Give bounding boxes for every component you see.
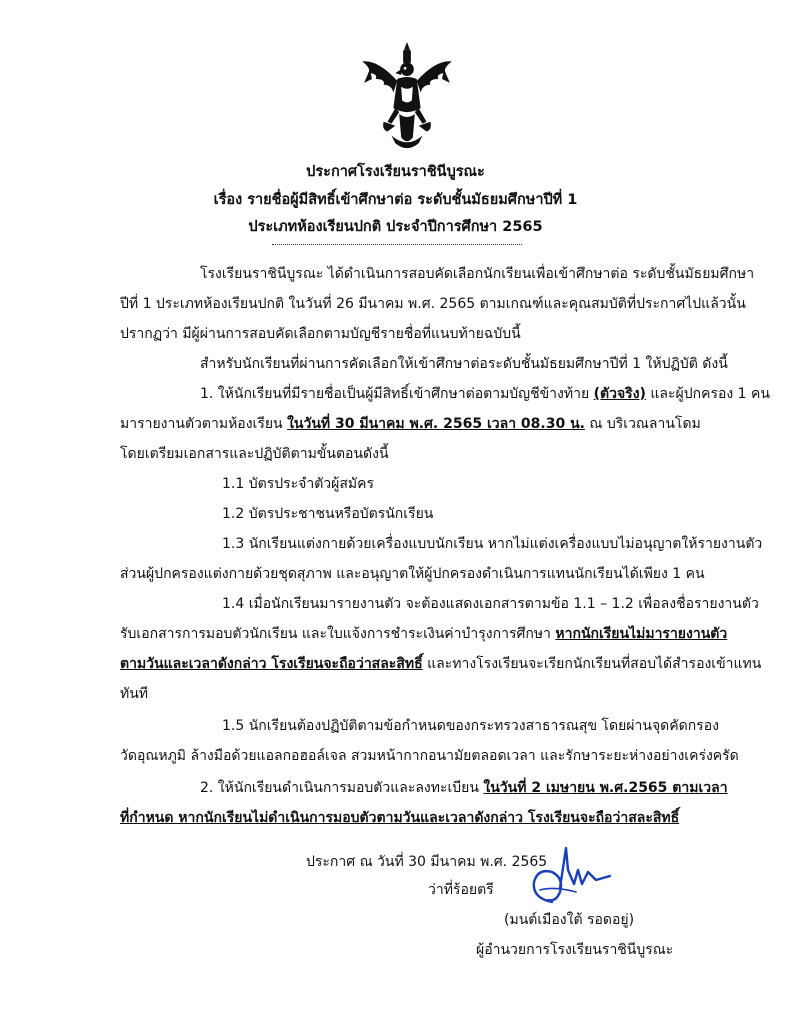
item-2-warning: ที่กำหนด หากนักเรียนไม่ดำเนินการมอบตัวตามวันและเวลาดังกล่าว โรงเรียนจะถือว่าสละสิทธิ์ <box>120 810 680 826</box>
announcement-title: ประกาศโรงเรียนราชินีบูรณะ <box>306 164 485 180</box>
sub-item-1-5-line-2: วัดอุณหภูมิ ล้างมือด้วยแอลกอฮอล์เจล สวมหน้ากากอนามัยตลอดเวลา และรักษาระยะห่างอย่างเคร่งครัด <box>120 748 739 764</box>
sub-item-1-4-line-2 <box>120 624 727 644</box>
item-1-text: 1. ให้นักเรียนที่มีรายชื่อเป็นผู้มีสิทธิ์เข้าศึกษาต่อตามบัญชีข้างท้าย <box>200 386 594 402</box>
sub-item-1-4-line-4: ทันที <box>120 686 149 702</box>
item-2-line-1 <box>200 778 728 798</box>
sub-item-1-4-warning-cont: ตามวันและเวลาดังกล่าว โรงเรียนจะถือว่าสละสิทธิ์ <box>120 656 423 672</box>
item-2-date: ในวันที่ 2 เมษายน พ.ศ.2565 ตามเวลา <box>483 780 728 796</box>
item-1-line-3: โดยเตรียมเอกสารและปฏิบัติตามขั้นตอนดังนี้ <box>120 446 389 462</box>
signatory-position: ผู้อำนวยการโรงเรียนราชินีบูรณะ <box>476 942 674 958</box>
sub-item-1-4-line-3 <box>120 654 761 674</box>
item-2-text: 2. ให้นักเรียนดำเนินการมอบตัวและลงทะเบียน <box>200 780 484 796</box>
signatory-name: (มนต์เมืองใต้ รอดอยู่) <box>504 912 635 928</box>
item-1-line-1 <box>200 384 770 404</box>
sub-item-1-4-text: รับเอกสารการมอบตัวนักเรียน และใบแจ้งการชำระเงินค่าบำรุงการศึกษา <box>120 626 556 642</box>
garuda-emblem-icon <box>358 40 456 152</box>
intro-line-3: ปรากฏว่า มีผู้ผ่านการสอบคัดเลือกตามบัญชีรายชื่อที่แนบท้ายฉบับนี้ <box>120 326 521 342</box>
intro-line-4: สำหรับนักเรียนที่ผ่านการคัดเลือกให้เข้าศึกษาต่อระดับชั้นมัธยมศึกษาปีที่ 1 ให้ปฏิบัติ ดังนี้ <box>200 356 728 372</box>
announcement-subject: เรื่อง รายชื่อผู้มีสิทธิ์เข้าศึกษาต่อ ระดับชั้นมัธยมศึกษาปีที่ 1 <box>213 192 578 208</box>
sub-item-1-1: 1.1 บัตรประจำตัวผู้สมัคร <box>222 476 375 492</box>
signature-icon <box>524 840 614 915</box>
sub-item-1-4-text-end: และทางโรงเรียนจะเรียกนักเรียนที่สอบได้สำรองเข้าแทน <box>422 656 762 672</box>
item-1-report-place: ณ บริเวณลานโดม <box>584 416 701 432</box>
sub-item-1-2: 1.2 บัตรประชาชนหรือบัตรนักเรียน <box>222 506 434 522</box>
announcement-date: ประกาศ ณ วันที่ 30 มีนาคม พ.ศ. 2565 <box>306 854 548 870</box>
sub-item-1-4-warning: หากนักเรียนไม่มารายงานตัว <box>555 626 728 642</box>
announcement-category: ประเภทห้องเรียนปกติ ประจำปีการศึกษา 2565 <box>248 219 543 235</box>
item-1-line-2 <box>120 414 701 434</box>
item-1-emphasis: (ตัวจริง) <box>593 386 646 402</box>
sub-item-1-3-line-1: 1.3 นักเรียนแต่งกายด้วยเครื่องแบบนักเรียน หากไม่แต่งเครื่องแบบไม่อนุญาตให้รายงานตัว <box>222 536 763 552</box>
dotted-divider <box>272 244 522 245</box>
item-1-report-text: มารายงานตัวตามห้องเรียน <box>120 416 288 432</box>
intro-line-1: โรงเรียนราชินีบูรณะ ได้ดำเนินการสอบคัดเลือกนักเรียนเพื่อเข้าศึกษาต่อ ระดับชั้นมัธยมศึกษา <box>200 266 755 282</box>
item-1-text-end: และผู้ปกครอง 1 คน <box>645 386 770 402</box>
sub-item-1-3-line-2: ส่วนผู้ปกครองแต่งกายด้วยชุดสุภาพ และอนุญาตให้ผู้ปกครองดำเนินการแทนนักเรียนได้เพียง 1 คน <box>120 566 705 582</box>
intro-line-2: ปีที่ 1 ประเภทห้องเรียนปกติ ในวันที่ 26 มีนาคม พ.ศ. 2565 ตามเกณฑ์และคุณสมบัติที่ประกาศไปแล้วนั้น <box>120 296 746 312</box>
sub-item-1-5-line-1: 1.5 นักเรียนต้องปฏิบัติตามข้อกำหนดของกระทรวงสาธารณสุข โดยผ่านจุดคัดกรอง <box>222 718 719 734</box>
sub-item-1-4-line-1: 1.4 เมื่อนักเรียนมารายงานตัว จะต้องแสดงเอกสารตามข้อ 1.1 – 1.2 เพื่อลงชื่อรายงานตัว <box>222 596 759 612</box>
signatory-rank: ว่าที่ร้อยตรี <box>428 882 494 898</box>
item-1-report-date: ในวันที่ 30 มีนาคม พ.ศ. 2565 เวลา 08.30 น. <box>287 416 585 432</box>
item-2-line-2 <box>120 808 679 828</box>
